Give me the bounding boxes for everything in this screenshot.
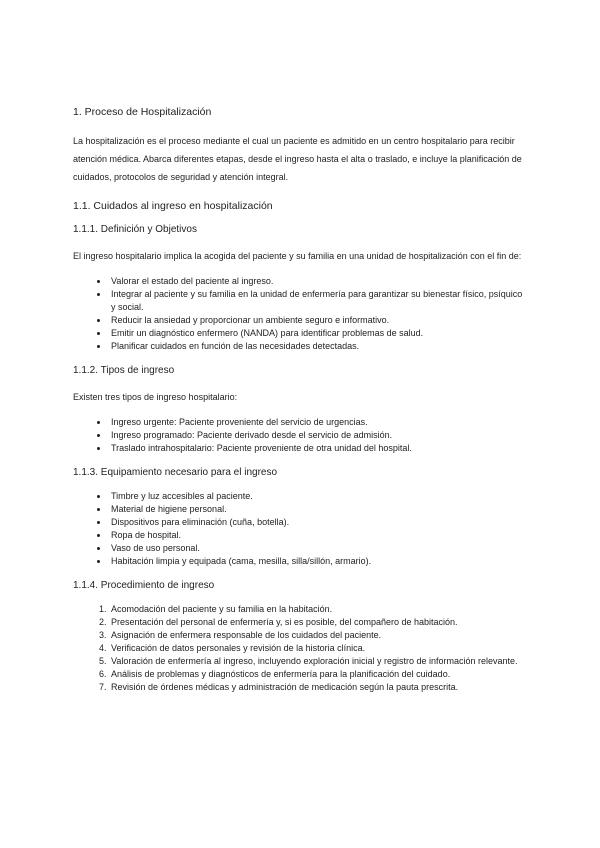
list-item: • Material de higiene personal. [109,503,525,516]
list-item: • Traslado intrahospitalario: Paciente proveniente de otra unidad del hospital. [109,442,525,455]
section-1-1-heading: 1.1. Cuidados al ingreso en hospitalización [73,200,273,212]
equipment-list [73,490,525,568]
list-item: • Habitación limpia y equipada (cama, mesilla, silla/sillón, armario). [109,555,525,568]
list-item: • Emitir un diagnóstico enfermero (NANDA) para identificar problemas de salud. [109,327,525,340]
list-item: 7. Revisión de órdenes médicas y administración de medicación según la pauta prescrita. [109,681,525,694]
list-item: • Reducir la ansiedad y proporcionar un ambiente seguro e informativo. [109,314,525,327]
list-item: • Ingreso urgente: Paciente proveniente del servicio de urgencias. [109,416,525,429]
section-1-1-1-heading: 1.1.1. Definición y Objetivos [73,224,197,235]
section-1-1-1-intro: El ingreso hospitalario implica la acogida del paciente y su familia en una unidad de hospitalización con el fin de: [73,251,522,261]
list-item: 2. Presentación del personal de enfermería y, si es posible, del compañero de habitación. [109,616,525,629]
section-1-intro: La hospitalización es el proceso mediante el cual un paciente es admitido en un centro hospitalario para recibir atención médica. Abarca diferentes etapas, desde el ingreso hasta el alta o traslado, e incluye la planificación de cuidados, protocolos de seguridad y atención integral. [73,136,522,182]
section-1-1-4-heading: 1.1.4. Procedimiento de ingreso [73,580,215,591]
section-1-heading: 1. Proceso de Hospitalización [73,106,212,118]
section-1-1-3-heading: 1.1.3. Equipamiento necesario para el ingreso [73,467,278,478]
list-item: 5. Valoración de enfermería al ingreso, incluyendo exploración inicial y registro de información relevante. [109,655,525,668]
objectives-list [73,275,525,353]
list-item: 6. Análisis de problemas y diagnósticos de enfermería para la planificación del cuidado. [109,668,525,681]
admission-types-list [73,416,525,455]
list-item: • Ingreso programado: Paciente derivado desde el servicio de admisión. [109,429,525,442]
list-item: • Dispositivos para eliminación (cuña, botella). [109,516,525,529]
section-1-1-2-intro: Existen tres tipos de ingreso hospitalario: [73,392,238,402]
list-item: 3. Asignación de enfermera responsable de los cuidados del paciente. [109,629,525,642]
list-item: • Vaso de uso personal. [109,542,525,555]
list-item: • Valorar el estado del paciente al ingreso. [109,275,525,288]
procedure-list [73,603,525,694]
list-item: 1. Acomodación del paciente y su familia en la habitación. [109,603,525,616]
list-item: • Timbre y luz accesibles al paciente. [109,490,525,503]
list-item: • Planificar cuidados en función de las necesidades detectadas. [109,340,525,353]
section-1-1-2-heading: 1.1.2. Tipos de ingreso [73,365,175,376]
list-item: 4. Verificación de datos personales y revisión de la historia clínica. [109,642,525,655]
list-item: • Integrar al paciente y su familia en la unidad de enfermería para garantizar su bienestar físico, psíquico y social. [109,288,525,314]
document-page [73,106,525,706]
list-item: • Ropa de hospital. [109,529,525,542]
